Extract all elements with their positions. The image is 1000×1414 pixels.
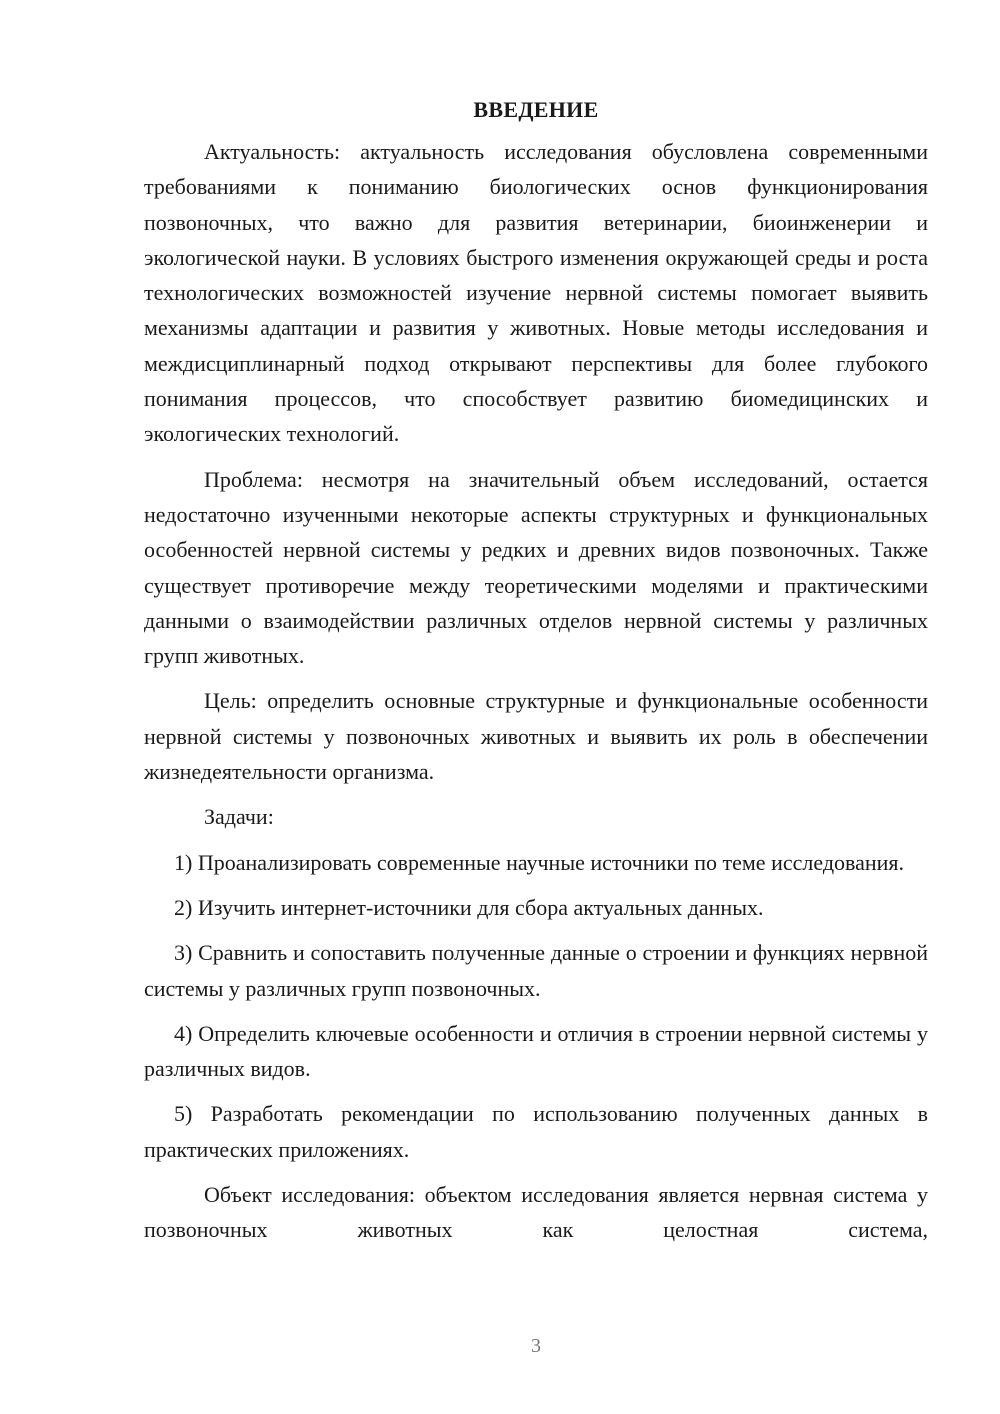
object-paragraph: Объект исследования: объектом исследования является нервная система у позвоночных животных как целостная система, xyxy=(144,1182,928,1243)
document-page xyxy=(144,92,928,1258)
tasks-label: Задачи: xyxy=(204,804,274,830)
page-number: 3 xyxy=(531,1335,541,1357)
task-item-3: 3) Сравнить и сопоставить полученные данные о строении и функциях нервной системы у различных групп позвоночных. xyxy=(144,940,928,1001)
task-item-2: 2) Изучить интернет-источники для сбора актуальных данных. xyxy=(174,894,764,920)
problem-paragraph: Проблема: несмотря на значительный объем исследований, остается недостаточно изученными некоторые аспекты структурных и функциональных особенностей нервной системы у редких и древних видов позвоночных. Также существует противоречие между теоретическими моделями и практическими данными о взаимодействии различных отделов нервной системы у различных групп животных. xyxy=(144,466,928,669)
relevance-paragraph: Актуальность: актуальность исследования обусловлена современными требованиями к пониманию биологических основ функционирования позвоночных, что важно для развития ветеринарии, биоинженерии и экологической науки. В условиях быстрого изменения окружающей среды и роста технологических возможностей изучение нервной системы помогает выявить механизмы адаптации и развития у животных. Новые методы исследования и междисциплинарный подход открывают перспективы для более глубокого понимания процессов, что способствует развитию биомедицинских и экологических технологий. xyxy=(144,139,928,447)
page-title: ВВЕДЕНИЕ xyxy=(473,97,599,122)
task-item-1: 1) Проанализировать современные научные источники по теме исследования. xyxy=(174,849,905,875)
goal-paragraph: Цель: определить основные структурные и функциональные особенности нервной системы у позвоночных животных и выявить их роль в обеспечении жизнедеятельности организма. xyxy=(144,688,928,785)
task-item-4: 4) Определить ключевые особенности и отличия в строении нервной системы у различных видов. xyxy=(144,1020,928,1082)
task-item-5: 5) Разработать рекомендации по использованию полученных данных в практических приложениях. xyxy=(144,1101,928,1162)
